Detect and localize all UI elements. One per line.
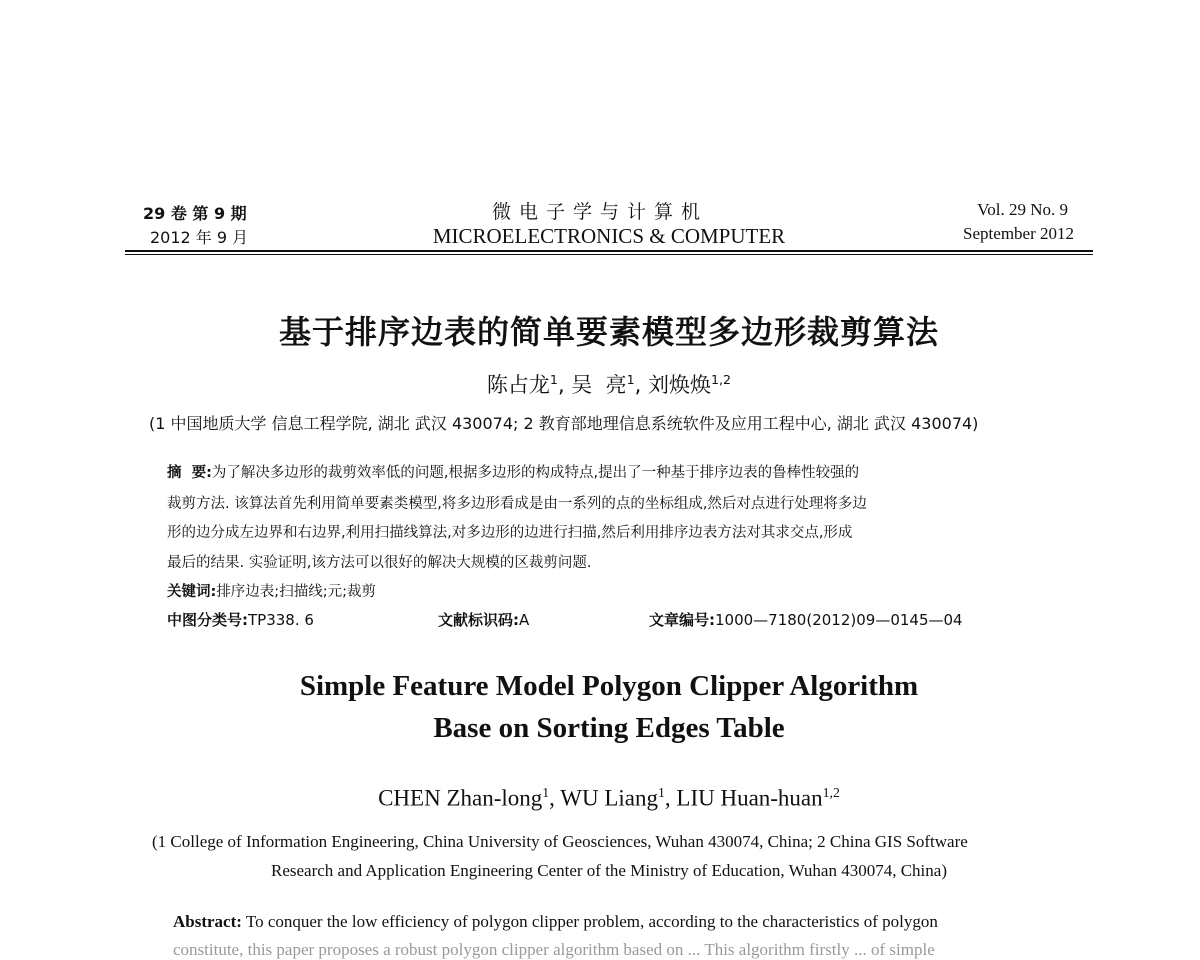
document-code-value: A [519, 611, 530, 629]
authors-cn: 陈占龙$^1$, 吴 亮$^1$, 刘焕焕$^{1,2}$ [486, 372, 732, 397]
keywords-cn [167, 580, 376, 601]
classification-label: 中图分类号: [167, 611, 248, 629]
abstract-en-text-1: To conquer the low efficiency of polygon clipper problem, according to the characteristics of polygon [245, 912, 938, 931]
abstract-en-line-2-cropped: constitute, this paper proposes a robust polygon clipper algorithm based on ... This algorithm firstly ... of simple [173, 940, 935, 959]
author-en-3-sup: 1,2 [822, 785, 840, 800]
abstract-cn-line-1 [167, 461, 859, 482]
author-cn-1-sup: 1 [549, 372, 558, 387]
date-cn: 2012 年 9 月 [150, 228, 249, 247]
volume-issue-cn: 29 卷 第 9 期 [143, 204, 247, 223]
article-number-label: 文章编号: [649, 611, 715, 629]
date-en: September 2012 [963, 224, 1074, 243]
article-number-value: 1000—7180(2012)09—0145—04 [715, 611, 963, 629]
document-code-label: 文献标识码: [438, 611, 519, 629]
author-en-2-sup: 1 [657, 785, 665, 800]
abstract-cn-text-1: 为了解决多边形的裁剪效率低的问题,根据多边形的构成特点,提出了一种基于排序边表的鲁棒性较强的 [211, 465, 860, 481]
classification-value: TP338. 6 [248, 611, 314, 629]
author-cn-2: 吴 亮 [571, 373, 627, 397]
paper-title-en-line-2: Base on Sorting Edges Table [433, 712, 785, 744]
classification-number [167, 609, 314, 630]
keywords-cn-value: 排序边表;扫描线;元;裁剪 [216, 584, 376, 600]
author-cn-2-sup: 1 [626, 372, 635, 387]
author-en-1: CHEN Zhan-long [378, 785, 543, 811]
affiliation-en-line-2: Research and Application Engineering Center of the Ministry of Education, Wuhan 430074, China) [270, 861, 947, 880]
volume-issue-en: Vol. 29 No. 9 [977, 200, 1068, 219]
keywords-cn-label: 关键词: [167, 584, 217, 600]
journal-title-cn: 微电子学与计算机 [491, 201, 708, 223]
abstract-cn-label: 摘 要: [167, 465, 212, 481]
abstract-en-label: Abstract: [173, 912, 242, 931]
abstract-cn-line-2: 裁剪方法. 该算法首先利用简单要素类模型,将多边形看成是由一系列的点的坐标组成,然后对点进行处理将多边 [167, 496, 867, 512]
authors-en: CHEN Zhan-long$^1$, WU Liang$^1$, LIU Huan-huan$^{1,2}$ [378, 785, 840, 811]
article-number [649, 609, 963, 630]
header-rule-thick [125, 250, 1093, 252]
author-en-3: LIU Huan-huan [676, 785, 823, 811]
author-cn-1: 陈占龙 [486, 373, 550, 397]
author-en-1-sup: 1 [542, 785, 550, 800]
header-rule-thin [125, 254, 1093, 255]
abstract-en-line-1 [173, 912, 938, 932]
document-code [438, 609, 529, 630]
paper-title-en-line-1: Simple Feature Model Polygon Clipper Algorithm [299, 670, 919, 702]
paper-title-cn: 基于排序边表的简单要素模型多边形裁剪算法 [278, 313, 939, 351]
journal-title-en: MICROELECTRONICS & COMPUTER [432, 224, 786, 248]
affiliation-cn: (1 中国地质大学 信息工程学院, 湖北 武汉 430074; 2 教育部地理信息系统软件及应用工程中心, 湖北 武汉 430074) [149, 414, 979, 433]
abstract-cn-line-4: 最后的结果. 实验证明,该方法可以很好的解决大规模的区裁剪问题. [167, 555, 592, 571]
author-cn-3-sup: 1,2 [711, 372, 732, 387]
abstract-cn-line-3: 形的边分成左边界和右边界,利用扫描线算法,对多边形的边进行扫描,然后利用排序边表方法对其求交点,形成 [167, 525, 853, 541]
affiliation-en-line-1: (1 College of Information Engineering, China University of Geosciences, Wuhan 430074, China; 2 China GIS Software [152, 832, 968, 851]
author-en-2: WU Liang [560, 785, 658, 811]
author-cn-3: 刘焕焕 [648, 373, 712, 397]
